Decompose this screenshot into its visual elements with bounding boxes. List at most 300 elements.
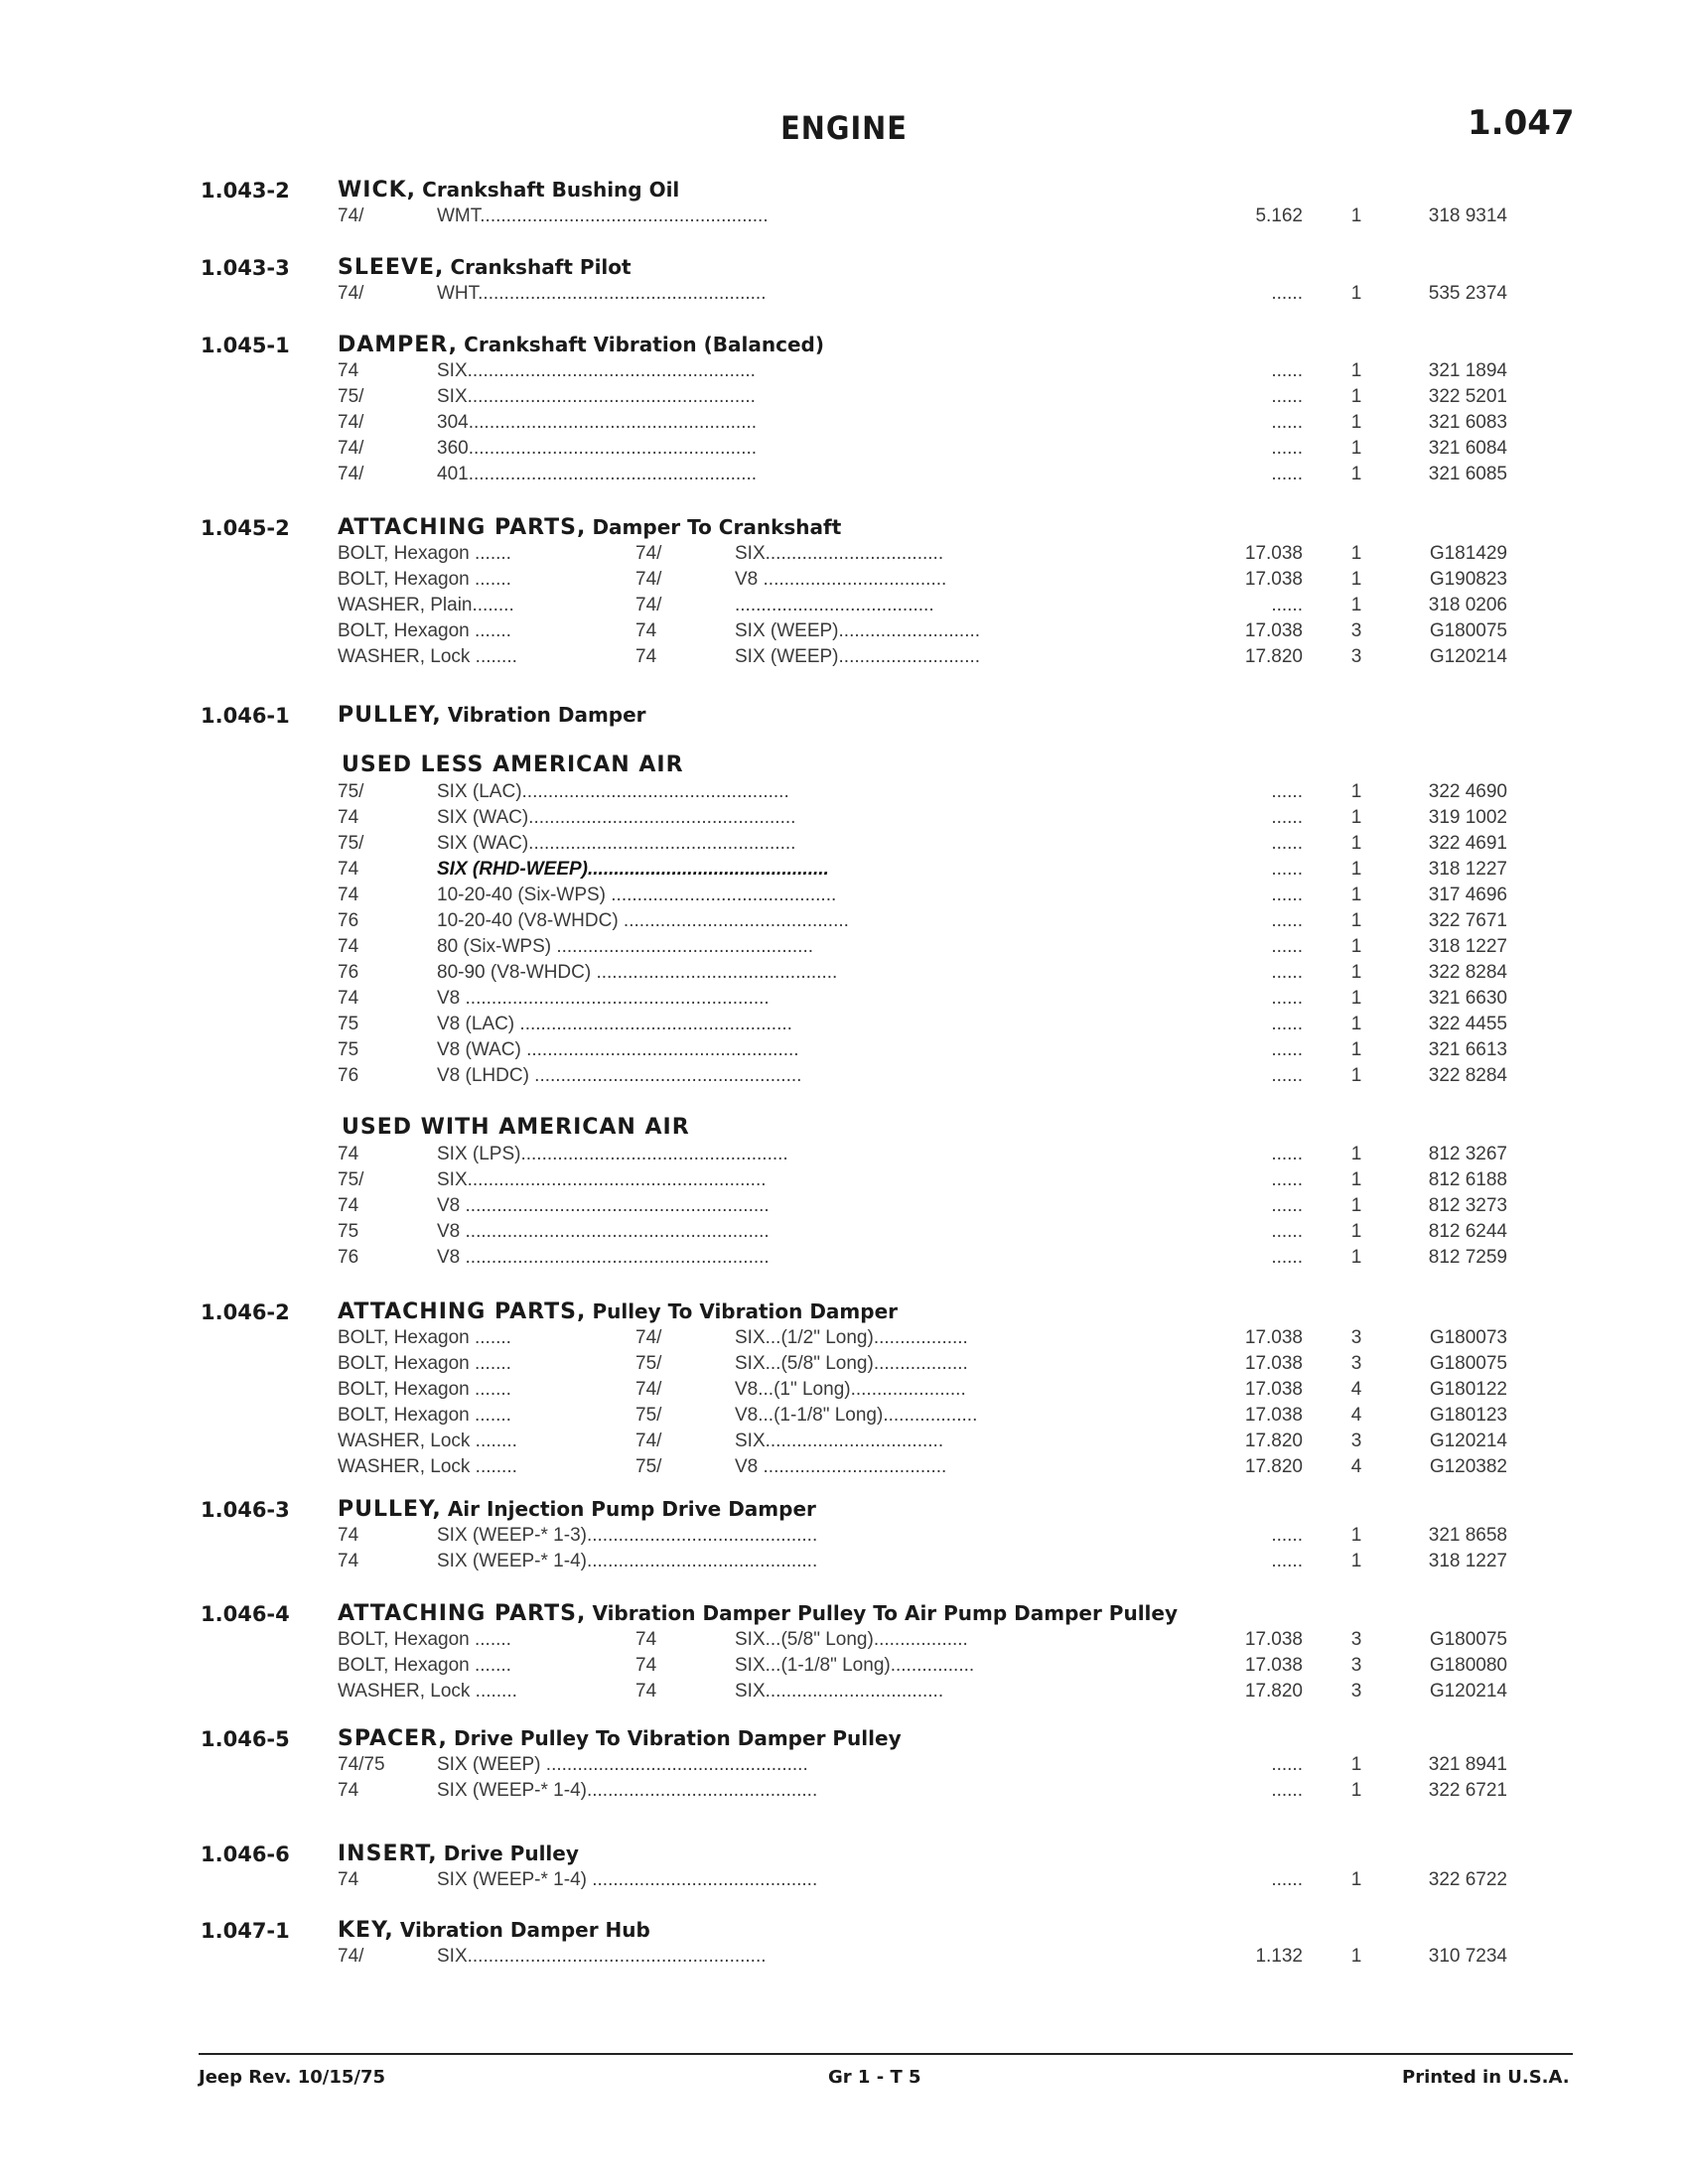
model-year: 74 <box>338 1780 359 1801</box>
part-number: 322 4690 <box>1428 781 1507 802</box>
part-row <box>0 1014 1688 1039</box>
quantity: 1 <box>1350 781 1362 802</box>
model-year: 74/ <box>635 569 662 590</box>
application: 80 (Six-WPS) ................................................. <box>437 936 814 957</box>
illustration-ref: 17.038 <box>1244 569 1303 590</box>
part-number: 812 3273 <box>1428 1195 1507 1216</box>
quantity: 1 <box>1350 360 1362 381</box>
quantity: 1 <box>1350 910 1362 931</box>
part-row <box>0 1221 1688 1247</box>
quantity: 1 <box>1350 962 1362 983</box>
illustration-ref: ...... <box>1271 1754 1303 1775</box>
quantity: 1 <box>1350 1525 1362 1546</box>
model-year: 74 <box>338 1551 359 1571</box>
illustration-ref: ...... <box>1271 412 1303 433</box>
part-row <box>0 1869 1688 1895</box>
application: SIX....................................................... <box>437 360 756 381</box>
illustration-ref: ...... <box>1271 360 1303 381</box>
part-number: G180073 <box>1429 1327 1507 1348</box>
application: V8...(1-1/8" Long).................. <box>735 1405 978 1426</box>
section-title-main: ATTACHING PARTS, <box>338 1299 587 1324</box>
part-number: G120382 <box>1429 1456 1507 1477</box>
model-year: 74/ <box>338 205 364 226</box>
quantity: 1 <box>1350 1221 1362 1242</box>
model-year: 74/ <box>338 464 364 484</box>
section-title-main: DAMPER, <box>338 333 459 357</box>
application: SIX (RHD-WEEP).............................................. <box>437 859 829 880</box>
application: SIX.................................. <box>735 543 944 564</box>
quantity: 3 <box>1350 1353 1362 1374</box>
illustration-ref: 17.038 <box>1244 1405 1303 1426</box>
illustration-ref: ...... <box>1271 859 1303 880</box>
quantity: 1 <box>1350 1247 1362 1268</box>
part-name: WASHER, Lock ........ <box>338 1456 517 1477</box>
section-title-main: SLEEVE, <box>338 255 445 280</box>
footer-divider <box>199 2053 1573 2055</box>
model-year: 74 <box>338 360 359 381</box>
illustration-ref: ...... <box>1271 781 1303 802</box>
illustration-ref: 17.038 <box>1244 1379 1303 1400</box>
application: SIX...(1/2" Long).................. <box>735 1327 968 1348</box>
part-name: BOLT, Hexagon ....... <box>338 543 511 564</box>
part-row <box>0 646 1688 672</box>
section-title <box>338 702 646 728</box>
illustration-ref: ...... <box>1271 1247 1303 1268</box>
part-number: 812 6244 <box>1428 1221 1507 1242</box>
application: V8 .......................................................... <box>437 988 770 1009</box>
part-name: BOLT, Hexagon ....... <box>338 569 511 590</box>
quantity: 1 <box>1350 1144 1362 1164</box>
quantity: 1 <box>1350 1946 1362 1967</box>
part-row <box>0 1655 1688 1681</box>
application: SIX (WAC)................................................... <box>437 833 796 854</box>
quantity: 1 <box>1350 988 1362 1009</box>
quantity: 3 <box>1350 1681 1362 1702</box>
part-number: G180075 <box>1429 1353 1507 1374</box>
part-name: BOLT, Hexagon ....... <box>338 1353 511 1374</box>
model-year: 74 <box>635 1655 657 1676</box>
part-row <box>0 962 1688 988</box>
part-row <box>0 569 1688 595</box>
part-number: 535 2374 <box>1428 283 1507 304</box>
illustration-ref: ...... <box>1271 1169 1303 1190</box>
application: V8 (LHDC) ................................................... <box>437 1065 802 1086</box>
illustration-ref: 5.162 <box>1255 205 1303 226</box>
model-year: 74/ <box>338 1946 364 1967</box>
part-number: 322 6722 <box>1428 1869 1507 1890</box>
section-number: 1.043-3 <box>201 256 290 280</box>
section-title-main: ATTACHING PARTS, <box>338 1601 587 1626</box>
part-name: BOLT, Hexagon ....... <box>338 1327 511 1348</box>
quantity: 3 <box>1350 1655 1362 1676</box>
model-year: 74 <box>338 1195 359 1216</box>
application: V8 (WAC) .................................................... <box>437 1039 799 1060</box>
part-name: WASHER, Lock ........ <box>338 1681 517 1702</box>
footer-printed: Printed in U.S.A. <box>1402 2067 1570 2088</box>
illustration-ref: ...... <box>1271 833 1303 854</box>
quantity: 4 <box>1350 1379 1362 1400</box>
part-number: G180080 <box>1429 1655 1507 1676</box>
part-number: G120214 <box>1429 646 1507 667</box>
part-row <box>0 936 1688 962</box>
model-year: 74 <box>338 988 359 1009</box>
model-year: 76 <box>338 1247 359 1268</box>
illustration-ref: ...... <box>1271 807 1303 828</box>
model-year: 75/ <box>338 1169 364 1190</box>
part-name: BOLT, Hexagon ....... <box>338 1405 511 1426</box>
model-year: 74 <box>635 646 657 667</box>
illustration-ref: ...... <box>1271 386 1303 407</box>
illustration-ref: ...... <box>1271 910 1303 931</box>
illustration-ref: ...... <box>1271 595 1303 615</box>
part-row <box>0 464 1688 489</box>
application: SIX (WEEP-* 1-4) ........................................... <box>437 1869 818 1890</box>
section-title-rest: Vibration Damper Pulley To Air Pump Damper Pulley <box>592 1601 1179 1625</box>
part-row <box>0 595 1688 620</box>
application: SIX.................................. <box>735 1431 944 1451</box>
application: V8 (LAC) .................................................... <box>437 1014 792 1034</box>
model-year: 74/ <box>338 283 364 304</box>
part-row <box>0 1754 1688 1780</box>
part-row <box>0 1456 1688 1482</box>
section-number: 1.045-1 <box>201 334 290 357</box>
section-title-main: SPACER, <box>338 1726 448 1751</box>
part-number: 322 6721 <box>1428 1780 1507 1801</box>
quantity: 1 <box>1350 283 1362 304</box>
part-number: G180075 <box>1429 1629 1507 1650</box>
part-row <box>0 205 1688 231</box>
section-title <box>338 1600 1178 1626</box>
footer-group: Gr 1 - T 5 <box>828 2067 921 2088</box>
illustration-ref: 1.132 <box>1255 1946 1303 1967</box>
part-row <box>0 386 1688 412</box>
part-row <box>0 781 1688 807</box>
application: V8...(1" Long)...................... <box>735 1379 966 1400</box>
section-title <box>338 1917 650 1943</box>
application: SIX...(5/8" Long).................. <box>735 1353 968 1374</box>
model-year: 74 <box>338 807 359 828</box>
model-year: 74 <box>338 936 359 957</box>
quantity: 4 <box>1350 1456 1362 1477</box>
model-year: 75/ <box>635 1405 662 1426</box>
section-number: 1.046-3 <box>201 1498 290 1522</box>
part-row <box>0 1681 1688 1706</box>
quantity: 1 <box>1350 936 1362 957</box>
part-name: BOLT, Hexagon ....... <box>338 620 511 641</box>
part-number: 321 6084 <box>1428 438 1507 459</box>
application: WMT....................................................... <box>437 205 769 226</box>
quantity: 1 <box>1350 438 1362 459</box>
model-year: 76 <box>338 962 359 983</box>
model-year: 74 <box>635 620 657 641</box>
section-title <box>338 1298 898 1324</box>
application: SIX (WEEP-* 1-3)............................................ <box>437 1525 818 1546</box>
part-row <box>0 1629 1688 1655</box>
illustration-ref: ...... <box>1271 464 1303 484</box>
quantity: 1 <box>1350 205 1362 226</box>
quantity: 1 <box>1350 833 1362 854</box>
part-row <box>0 1525 1688 1551</box>
part-number: 322 8284 <box>1428 962 1507 983</box>
illustration-ref: ...... <box>1271 1869 1303 1890</box>
part-row <box>0 833 1688 859</box>
illustration-ref: ...... <box>1271 1551 1303 1571</box>
part-row <box>0 360 1688 386</box>
quantity: 1 <box>1350 1039 1362 1060</box>
section-title <box>338 1725 902 1751</box>
part-row <box>0 988 1688 1014</box>
part-number: G120214 <box>1429 1431 1507 1451</box>
part-number: 322 4455 <box>1428 1014 1507 1034</box>
section-number: 1.043-2 <box>201 179 290 203</box>
quantity: 1 <box>1350 1014 1362 1034</box>
illustration-ref: ...... <box>1271 1221 1303 1242</box>
model-year: 74/ <box>635 1431 662 1451</box>
quantity: 1 <box>1350 1754 1362 1775</box>
illustration-ref: ...... <box>1271 283 1303 304</box>
part-number: 321 6083 <box>1428 412 1507 433</box>
subsection-heading: USED LESS AMERICAN AIR <box>342 752 684 777</box>
model-year: 74 <box>635 1629 657 1650</box>
section-number: 1.046-4 <box>201 1602 290 1626</box>
section-title <box>338 1841 579 1866</box>
part-row <box>0 1039 1688 1065</box>
quantity: 1 <box>1350 885 1362 905</box>
section-title <box>338 177 679 203</box>
quantity: 3 <box>1350 1327 1362 1348</box>
model-year: 75/ <box>338 833 364 854</box>
section-title-rest: Crankshaft Vibration (Balanced) <box>464 333 824 356</box>
application: WHT....................................................... <box>437 283 767 304</box>
section-title-rest: Drive Pulley <box>443 1842 579 1865</box>
part-number: 321 6630 <box>1428 988 1507 1009</box>
section-title-rest: Drive Pulley To Vibration Damper Pulley <box>453 1726 902 1750</box>
quantity: 1 <box>1350 1195 1362 1216</box>
illustration-ref: ...... <box>1271 885 1303 905</box>
application: 401....................................................... <box>437 464 758 484</box>
model-year: 74/75 <box>338 1754 385 1775</box>
application: V8 .......................................................... <box>437 1221 770 1242</box>
quantity: 1 <box>1350 807 1362 828</box>
model-year: 74 <box>338 1525 359 1546</box>
quantity: 4 <box>1350 1405 1362 1426</box>
application: 10-20-40 (V8-WHDC) ........................................... <box>437 910 849 931</box>
model-year: 74 <box>338 885 359 905</box>
part-number: G180123 <box>1429 1405 1507 1426</box>
part-number: 310 7234 <box>1428 1946 1507 1967</box>
quantity: 1 <box>1350 595 1362 615</box>
model-year: 74/ <box>635 543 662 564</box>
section-title <box>338 332 824 357</box>
part-number: 321 8941 <box>1428 1754 1507 1775</box>
section-number: 1.046-6 <box>201 1843 290 1866</box>
section-title-main: ATTACHING PARTS, <box>338 515 587 540</box>
part-number: 812 6188 <box>1428 1169 1507 1190</box>
part-number: 812 7259 <box>1428 1247 1507 1268</box>
part-row <box>0 1405 1688 1431</box>
application: SIX (LAC)................................................... <box>437 781 789 802</box>
model-year: 75 <box>338 1039 359 1060</box>
section-title-rest: Air Injection Pump Drive Damper <box>447 1497 816 1521</box>
illustration-ref: 17.038 <box>1244 620 1303 641</box>
part-row <box>0 1144 1688 1169</box>
illustration-ref: 17.038 <box>1244 1629 1303 1650</box>
quantity: 1 <box>1350 569 1362 590</box>
footer-revision: Jeep Rev. 10/15/75 <box>199 2067 385 2088</box>
part-number: G190823 <box>1429 569 1507 590</box>
illustration-ref: 17.820 <box>1244 1431 1303 1451</box>
quantity: 1 <box>1350 412 1362 433</box>
part-number: 318 1227 <box>1428 1551 1507 1571</box>
section-title <box>338 1496 816 1522</box>
application: SIX (WEEP) .................................................. <box>437 1754 808 1775</box>
illustration-ref: 17.820 <box>1244 1681 1303 1702</box>
quantity: 1 <box>1350 1065 1362 1086</box>
model-year: 74 <box>338 1869 359 1890</box>
illustration-ref: 17.038 <box>1244 1327 1303 1348</box>
model-year: 74/ <box>635 595 662 615</box>
part-number: 321 6085 <box>1428 464 1507 484</box>
part-number: 322 7671 <box>1428 910 1507 931</box>
application: SIX (WEEP-* 1-4)............................................ <box>437 1551 818 1571</box>
illustration-ref: ...... <box>1271 1014 1303 1034</box>
illustration-ref: ...... <box>1271 962 1303 983</box>
part-number: G120214 <box>1429 1681 1507 1702</box>
part-row <box>0 1946 1688 1972</box>
illustration-ref: 17.038 <box>1244 543 1303 564</box>
part-row <box>0 1065 1688 1091</box>
part-number: G181429 <box>1429 543 1507 564</box>
part-name: WASHER, Lock ........ <box>338 646 517 667</box>
section-title-main: KEY, <box>338 1918 394 1943</box>
model-year: 74/ <box>635 1327 662 1348</box>
model-year: 74 <box>635 1681 657 1702</box>
application: SIX......................................................... <box>437 1169 767 1190</box>
section-number: 1.046-1 <box>201 704 290 728</box>
application: SIX (WEEP)........................... <box>735 620 981 641</box>
application: V8 ................................... <box>735 569 947 590</box>
application: 80-90 (V8-WHDC) .............................................. <box>437 962 838 983</box>
illustration-ref: 17.820 <box>1244 646 1303 667</box>
model-year: 74/ <box>338 438 364 459</box>
part-number: 318 0206 <box>1428 595 1507 615</box>
part-row <box>0 885 1688 910</box>
model-year: 75/ <box>635 1353 662 1374</box>
part-number: 322 4691 <box>1428 833 1507 854</box>
part-row <box>0 1379 1688 1405</box>
application: V8 .......................................................... <box>437 1195 770 1216</box>
quantity: 1 <box>1350 543 1362 564</box>
quantity: 3 <box>1350 1629 1362 1650</box>
subsection-heading: USED WITH AMERICAN AIR <box>342 1115 690 1140</box>
application: SIX...(5/8" Long).................. <box>735 1629 968 1650</box>
part-number: 318 1227 <box>1428 859 1507 880</box>
application: SIX...(1-1/8" Long)................ <box>735 1655 975 1676</box>
part-row <box>0 807 1688 833</box>
part-row <box>0 1780 1688 1806</box>
part-row <box>0 412 1688 438</box>
quantity: 3 <box>1350 620 1362 641</box>
model-year: 76 <box>338 910 359 931</box>
model-year: 75 <box>338 1014 359 1034</box>
part-number: 318 1227 <box>1428 936 1507 957</box>
illustration-ref: ...... <box>1271 1065 1303 1086</box>
part-row <box>0 1247 1688 1273</box>
illustration-ref: 17.820 <box>1244 1456 1303 1477</box>
section-title-rest: Crankshaft Bushing Oil <box>422 178 680 202</box>
quantity: 1 <box>1350 464 1362 484</box>
illustration-ref: ...... <box>1271 1039 1303 1060</box>
application: SIX (WEEP)........................... <box>735 646 981 667</box>
part-number: 322 8284 <box>1428 1065 1507 1086</box>
application: 304....................................................... <box>437 412 758 433</box>
section-number: 1.046-2 <box>201 1300 290 1324</box>
illustration-ref: ...... <box>1271 988 1303 1009</box>
part-number: G180122 <box>1429 1379 1507 1400</box>
application: V8 .......................................................... <box>437 1247 770 1268</box>
model-year: 75/ <box>338 386 364 407</box>
part-number: 318 9314 <box>1428 205 1507 226</box>
illustration-ref: 17.038 <box>1244 1655 1303 1676</box>
quantity: 1 <box>1350 386 1362 407</box>
application: SIX.................................. <box>735 1681 944 1702</box>
section-title-rest: Crankshaft Pilot <box>450 255 632 279</box>
model-year: 75 <box>338 1221 359 1242</box>
quantity: 1 <box>1350 1551 1362 1571</box>
part-name: BOLT, Hexagon ....... <box>338 1379 511 1400</box>
part-number: 321 1894 <box>1428 360 1507 381</box>
section-title-main: PULLEY, <box>338 1497 442 1522</box>
model-year: 75/ <box>338 781 364 802</box>
model-year: 74/ <box>338 412 364 433</box>
quantity: 1 <box>1350 1869 1362 1890</box>
model-year: 74 <box>338 859 359 880</box>
illustration-ref: ...... <box>1271 438 1303 459</box>
page-number: 1.047 <box>1468 103 1575 143</box>
quantity: 1 <box>1350 859 1362 880</box>
quantity: 3 <box>1350 1431 1362 1451</box>
model-year: 74 <box>338 1144 359 1164</box>
illustration-ref: ...... <box>1271 936 1303 957</box>
application: SIX....................................................... <box>437 386 756 407</box>
application: V8 ................................... <box>735 1456 947 1477</box>
part-row <box>0 1327 1688 1353</box>
part-row <box>0 620 1688 646</box>
part-row <box>0 1195 1688 1221</box>
part-number: 322 5201 <box>1428 386 1507 407</box>
part-number: 812 3267 <box>1428 1144 1507 1164</box>
part-name: BOLT, Hexagon ....... <box>338 1655 511 1676</box>
model-year: 76 <box>338 1065 359 1086</box>
section-title-rest: Pulley To Vibration Damper <box>592 1299 899 1323</box>
application: 360....................................................... <box>437 438 758 459</box>
section-title-main: WICK, <box>338 178 417 203</box>
section-number: 1.045-2 <box>201 516 290 540</box>
page-title: ENGINE <box>780 109 908 147</box>
part-row <box>0 1353 1688 1379</box>
section-number: 1.047-1 <box>201 1919 290 1943</box>
part-row <box>0 543 1688 569</box>
section-title <box>338 514 841 540</box>
section-title <box>338 254 632 280</box>
illustration-ref: ...... <box>1271 1525 1303 1546</box>
section-title-main: INSERT, <box>338 1842 438 1866</box>
part-name: WASHER, Lock ........ <box>338 1431 517 1451</box>
application: SIX (WAC)................................................... <box>437 807 796 828</box>
application: SIX......................................................... <box>437 1946 767 1967</box>
part-number: 321 6613 <box>1428 1039 1507 1060</box>
part-number: 319 1002 <box>1428 807 1507 828</box>
